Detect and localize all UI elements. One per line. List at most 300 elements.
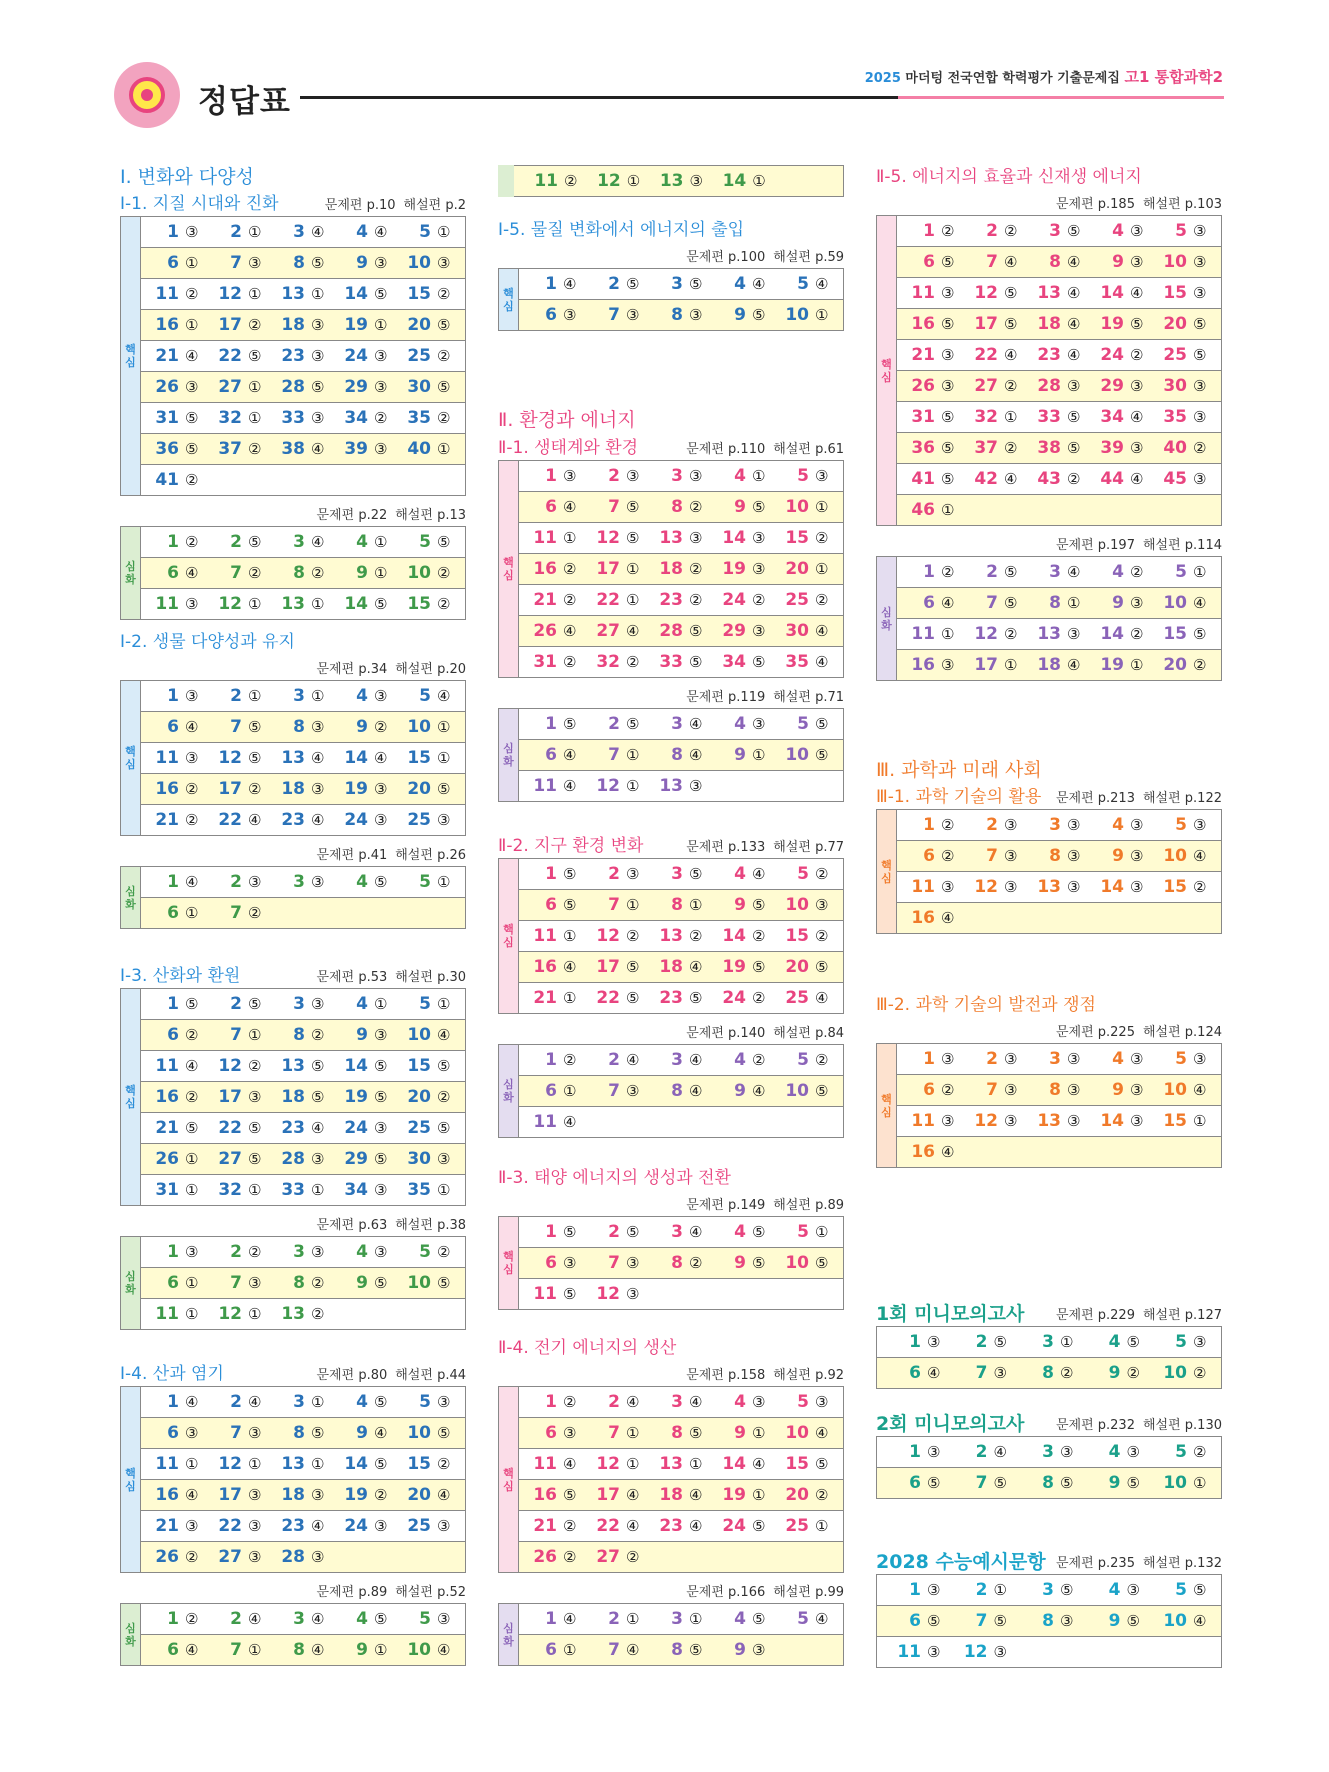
answer-cell — [722, 988, 768, 1008]
question-number: 14 — [344, 284, 368, 304]
question-number: 16 — [155, 1087, 179, 1107]
question-number: 10 — [407, 1273, 431, 1293]
answer-cell — [281, 1056, 327, 1076]
answer-cell — [281, 532, 327, 552]
answer-choice: ⑤ — [815, 1082, 829, 1100]
answer-cell — [533, 305, 579, 325]
question-number: 33 — [281, 1180, 305, 1200]
answer-cell — [1163, 846, 1209, 866]
table-row — [121, 743, 466, 774]
answer-cell — [974, 1111, 1020, 1131]
answer-choice: ④ — [626, 622, 640, 640]
answer-row-inner — [155, 712, 453, 742]
answer-choice: ③ — [185, 223, 199, 241]
answer-row-inner — [533, 859, 831, 889]
answer-choice: ② — [248, 904, 262, 922]
answer-choice: ① — [248, 409, 262, 427]
question-number: 10 — [785, 497, 809, 517]
answer-choice: ⑤ — [437, 1274, 451, 1292]
answer-choice: ③ — [248, 1424, 262, 1442]
answer-cell — [407, 563, 453, 583]
table-row — [877, 872, 1222, 903]
answer-choice: ③ — [1067, 377, 1081, 395]
answer-row — [897, 247, 1222, 278]
question-number: 6 — [167, 563, 179, 583]
answer-cell — [155, 1423, 201, 1443]
answer-cell — [785, 957, 831, 977]
answer-choice: ① — [311, 1181, 325, 1199]
answer-cell — [281, 748, 327, 768]
answer-cell — [533, 1112, 579, 1132]
answer-row — [897, 588, 1222, 619]
answer-cell — [596, 988, 642, 1008]
answer-choice: ④ — [374, 223, 388, 241]
table-row — [877, 841, 1222, 872]
table-row — [121, 867, 466, 898]
answer-row-inner — [533, 616, 831, 646]
answer-choice: ⑤ — [689, 622, 703, 640]
question-number: 32 — [218, 408, 242, 428]
table-row — [121, 403, 466, 434]
question-number: 8 — [671, 1423, 683, 1443]
table-row — [499, 1387, 844, 1418]
question-number: 15 — [1163, 624, 1187, 644]
answer-choice: ③ — [374, 1243, 388, 1261]
answer-row — [141, 774, 466, 805]
question-number: 19 — [722, 559, 746, 579]
answer-choice: ⑤ — [689, 1424, 703, 1442]
answer-choice: ③ — [1067, 1081, 1081, 1099]
question-number: 1 — [923, 221, 935, 241]
answer-cell — [722, 745, 768, 765]
table-row — [877, 1606, 1222, 1637]
answer-choice: ① — [311, 1393, 325, 1411]
answer-cell — [1100, 877, 1146, 897]
question-number: 5 — [1175, 1332, 1187, 1352]
answer-choice: ② — [689, 927, 703, 945]
question-number: 3 — [1049, 562, 1061, 582]
question-number: 7 — [986, 846, 998, 866]
question-number: 34 — [344, 1180, 368, 1200]
answer-cell — [596, 1253, 642, 1273]
question-number: 1 — [167, 686, 179, 706]
answer-row-inner — [155, 341, 453, 371]
deep-tag — [121, 1604, 141, 1666]
answer-choice: ⑤ — [941, 439, 955, 457]
answer-choice: ③ — [248, 873, 262, 891]
problem-page-label: 문제편 — [1055, 791, 1098, 806]
answer-choice: ⑤ — [437, 780, 451, 798]
question-number: 5 — [797, 1222, 809, 1242]
answer-cell — [218, 1273, 264, 1293]
answer-row-inner — [155, 743, 453, 773]
answer-cell — [974, 562, 1020, 582]
question-number: 13 — [659, 776, 683, 796]
answer-choice: ② — [1060, 1364, 1074, 1382]
question-number: 33 — [281, 408, 305, 428]
question-number: 15 — [1163, 1111, 1187, 1131]
answer-choice: ② — [563, 1393, 577, 1411]
tag-label: 핵 심 — [503, 286, 514, 313]
question-number: 2 — [230, 872, 242, 892]
answer-cell — [722, 957, 768, 977]
answer-row — [141, 898, 466, 929]
answer-row — [877, 1327, 1222, 1358]
answer-row — [141, 465, 466, 496]
question-number: 30 — [407, 1149, 431, 1169]
answer-cell — [1037, 438, 1083, 458]
answer-cell — [722, 559, 768, 579]
answer-cell — [155, 1242, 201, 1262]
answer-cell — [407, 1025, 453, 1045]
answer-cell — [659, 895, 705, 915]
answer-choice: ④ — [563, 746, 577, 764]
answer-choice: ④ — [689, 958, 703, 976]
tag-label: 핵 심 — [881, 357, 892, 384]
answer-choice: ⑤ — [689, 653, 703, 671]
answer-choice: ② — [815, 1051, 829, 1069]
answer-row-inner — [155, 774, 453, 804]
question-number: 12 — [218, 1454, 242, 1474]
question-number: 17 — [974, 655, 998, 675]
answer-cell — [533, 274, 579, 294]
question-number: 5 — [797, 1050, 809, 1070]
question-number: 12 — [596, 1284, 620, 1304]
table-row — [499, 1418, 844, 1449]
problem-page: p.53 — [358, 970, 388, 985]
table-row — [877, 557, 1222, 588]
answer-choice: ② — [626, 1548, 640, 1566]
answer-choice: ③ — [1193, 470, 1207, 488]
answer-row-inner — [533, 952, 831, 982]
answer-choice: ④ — [689, 1486, 703, 1504]
page-title: 정답표 — [198, 84, 291, 120]
answer-choice: ② — [1004, 222, 1018, 240]
answer-choice: ④ — [563, 1113, 577, 1131]
answer-cell — [897, 1642, 943, 1662]
answer-choice: ② — [1004, 377, 1018, 395]
question-number: 3 — [293, 686, 305, 706]
answer-choice: ③ — [815, 896, 829, 914]
answer-cell — [785, 528, 831, 548]
question-number: 3 — [293, 1242, 305, 1262]
question-number: 4 — [734, 1050, 746, 1070]
answer-cell — [1037, 407, 1083, 427]
answer-cell — [1100, 593, 1146, 613]
question-number: 14 — [722, 171, 747, 191]
answer-choice: ② — [689, 591, 703, 609]
answer-row — [141, 1113, 466, 1144]
question-number: 8 — [293, 253, 305, 273]
question-number: 23 — [281, 1516, 305, 1536]
answer-choice: ③ — [248, 1486, 262, 1504]
question-number: 2 — [986, 562, 998, 582]
answer-choice: ① — [185, 904, 199, 922]
answer-cell — [218, 1547, 264, 1567]
answer-choice: ④ — [626, 1641, 640, 1659]
answer-row — [877, 1606, 1222, 1637]
answer-cell — [659, 776, 705, 796]
answer-cell — [281, 1640, 327, 1660]
answer-cell — [281, 222, 327, 242]
question-number: 3 — [671, 1050, 683, 1070]
answer-choice: ① — [374, 533, 388, 551]
question-number: 3 — [293, 532, 305, 552]
question-number: 19 — [344, 1485, 368, 1505]
question-number: 12 — [597, 171, 621, 191]
answer-cell — [344, 748, 390, 768]
answer-cell — [155, 686, 201, 706]
answer-choice: ⑤ — [752, 653, 766, 671]
question-number: 6 — [167, 717, 179, 737]
question-number: 1 — [545, 274, 557, 294]
question-number: 12 — [596, 1454, 620, 1474]
answer-row — [141, 1387, 466, 1418]
question-number: 20 — [1163, 655, 1187, 675]
question-number: 11 — [155, 1056, 179, 1076]
question-number: 17 — [596, 559, 620, 579]
answer-cell — [722, 1423, 768, 1443]
tag-label: 심 화 — [503, 1078, 514, 1104]
answer-row — [519, 1418, 844, 1449]
question-number: 1 — [167, 1242, 179, 1262]
answer-cell — [407, 1056, 453, 1076]
answer-cell — [659, 1253, 705, 1273]
answer-cell — [596, 864, 642, 884]
problem-page: p.22 — [358, 508, 388, 523]
question-number: 19 — [722, 1485, 746, 1505]
question-number: 32 — [218, 1180, 242, 1200]
answer-cell — [281, 810, 327, 830]
section-title: Ⅰ-1. 지질 시대와 진화 — [120, 194, 279, 214]
answer-choice: ① — [563, 1082, 577, 1100]
answer-choice: ② — [752, 591, 766, 609]
answer-cell — [344, 1118, 390, 1138]
question-number: 34 — [344, 408, 368, 428]
answer-cell — [659, 559, 705, 579]
answer-cell — [974, 345, 1020, 365]
section-heading — [120, 964, 466, 988]
answer-row-inner — [155, 1449, 453, 1479]
answer-choice: ④ — [248, 1393, 262, 1411]
question-number: 4 — [734, 466, 746, 486]
answer-cell — [785, 1050, 831, 1070]
answer-cell — [407, 377, 453, 397]
answer-row-inner — [897, 1575, 1209, 1605]
answer-choice: ④ — [563, 777, 577, 795]
question-number: 12 — [218, 1056, 242, 1076]
answer-row-inner — [911, 588, 1209, 618]
question-number: 11 — [155, 1304, 179, 1324]
answer-cell — [344, 1516, 390, 1536]
answer-choice: ④ — [941, 1143, 955, 1161]
answer-cell — [722, 1454, 768, 1474]
answer-cell — [155, 1118, 201, 1138]
answer-row-inner — [911, 1137, 1209, 1167]
answer-choice: ① — [185, 1150, 199, 1168]
table-row — [877, 903, 1222, 934]
answer-cell — [407, 1180, 453, 1200]
table-row — [877, 216, 1222, 247]
answer-choice: ② — [185, 285, 199, 303]
question-number: 37 — [974, 438, 998, 458]
answer-choice: ② — [815, 927, 829, 945]
answer-choice: ① — [1193, 1474, 1207, 1492]
answer-choice: ③ — [248, 1088, 262, 1106]
answer-cell — [911, 376, 957, 396]
answer-row — [519, 1387, 844, 1418]
answer-choice: ③ — [374, 687, 388, 705]
answer-choice: ③ — [1130, 253, 1144, 271]
answer-cell — [281, 1273, 327, 1293]
question-number: 4 — [1112, 562, 1124, 582]
answer-choice: ⑤ — [626, 275, 640, 293]
answer-cell — [344, 346, 390, 366]
book-name: 마더텅 전국연합 학력평가 기출문제집 — [905, 71, 1120, 86]
answer-choice: ③ — [689, 172, 703, 190]
problem-page-label: 문제편 — [1055, 1025, 1098, 1040]
answer-choice: ⑤ — [689, 865, 703, 883]
answer-choice: ③ — [311, 1548, 325, 1566]
answer-choice: ② — [311, 1305, 325, 1323]
answer-cell — [344, 315, 390, 335]
answer-cell — [344, 1180, 390, 1200]
answer-row — [519, 921, 844, 952]
answer-choice: ⑤ — [1130, 315, 1144, 333]
answer-cell — [155, 1025, 201, 1045]
answer-cell — [407, 1149, 453, 1169]
answer-cell — [1037, 815, 1083, 835]
answer-row-inner — [911, 247, 1209, 277]
answer-cell — [785, 590, 831, 610]
answer-choice: ④ — [185, 347, 199, 365]
question-number: 13 — [281, 1056, 305, 1076]
answer-choice: ③ — [752, 560, 766, 578]
answer-cell — [218, 439, 264, 459]
answer-cell — [533, 559, 579, 579]
solution-page-label: 해설편 — [395, 1218, 438, 1233]
answer-choice: ④ — [1004, 253, 1018, 271]
question-number: 3 — [671, 714, 683, 734]
answer-row — [141, 1604, 466, 1635]
problem-page: p.166 — [728, 1585, 766, 1600]
part-heading: Ⅲ. 과학과 미래 사회 — [876, 759, 1042, 781]
answer-cell — [344, 1485, 390, 1505]
answer-table — [498, 460, 844, 678]
answer-choice: ① — [752, 1486, 766, 1504]
answer-choice: ③ — [927, 1581, 941, 1599]
answer-cell — [155, 1304, 201, 1324]
question-number: 10 — [1163, 1080, 1187, 1100]
answer-cell — [407, 1273, 453, 1293]
question-number: 1 — [167, 1392, 179, 1412]
question-number: 35 — [785, 652, 809, 672]
answer-choice: ⑤ — [437, 1057, 451, 1075]
answer-cell — [533, 1423, 579, 1443]
question-number: 22 — [218, 346, 242, 366]
answer-choice: ⑤ — [626, 958, 640, 976]
answer-choice: ② — [941, 847, 955, 865]
answer-cell — [1030, 1473, 1076, 1493]
answer-choice: ⑤ — [1004, 563, 1018, 581]
section-heading — [120, 1362, 466, 1386]
question-number: 39 — [344, 439, 368, 459]
table-row — [877, 371, 1222, 402]
answer-row — [897, 309, 1222, 340]
question-number: 11 — [533, 926, 557, 946]
answer-row-inner — [911, 903, 1209, 933]
question-number: 22 — [596, 590, 620, 610]
tag-label: 핵 심 — [503, 923, 514, 949]
question-number: 17 — [218, 1485, 242, 1505]
page-ref — [317, 662, 467, 678]
question-number: 24 — [344, 810, 368, 830]
answer-cell — [911, 345, 957, 365]
table-row — [121, 1082, 466, 1113]
question-number: 10 — [785, 1081, 809, 1101]
answer-row-inner — [533, 1279, 831, 1309]
answer-cell — [344, 1609, 390, 1629]
question-number: 7 — [608, 1640, 620, 1660]
question-number: 9 — [734, 1253, 746, 1273]
answer-choice: ① — [626, 560, 640, 578]
answer-cell — [1037, 469, 1083, 489]
answer-choice: ④ — [752, 275, 766, 293]
answer-choice: ② — [689, 1254, 703, 1272]
question-number: 13 — [659, 171, 684, 191]
question-number: 24 — [722, 988, 746, 1008]
answer-cell — [281, 779, 327, 799]
answer-choice: ④ — [993, 1443, 1007, 1461]
question-number: 2 — [975, 1332, 988, 1352]
question-number: 8 — [1042, 1473, 1054, 1493]
question-number: 6 — [923, 593, 935, 613]
answer-choice: ⑤ — [374, 1610, 388, 1628]
table-row — [121, 558, 466, 589]
answer-choice: ⑤ — [185, 1119, 199, 1137]
answer-choice: ④ — [689, 1223, 703, 1241]
question-number: 40 — [407, 439, 431, 459]
question-number: 1 — [909, 1442, 921, 1462]
question-number: 10 — [407, 1640, 431, 1660]
question-number: 5 — [419, 872, 431, 892]
answer-choice: ⑤ — [752, 896, 766, 914]
core-tag — [499, 859, 519, 1014]
table-row — [877, 1137, 1222, 1168]
answer-choice: ④ — [626, 1051, 640, 1069]
answer-cell — [722, 1392, 768, 1412]
answer-row-inner — [155, 1237, 453, 1267]
answer-choice: ④ — [248, 1610, 262, 1628]
answer-cell — [911, 1111, 957, 1131]
problem-page: p.110 — [728, 442, 766, 457]
answer-row — [897, 1137, 1222, 1168]
question-number: 21 — [533, 1516, 557, 1536]
solution-page: p.77 — [815, 840, 844, 855]
question-number: 8 — [293, 1423, 305, 1443]
question-number: 27 — [218, 1149, 242, 1169]
answer-choice: ③ — [941, 346, 955, 364]
answer-cell — [155, 408, 201, 428]
question-number: 4 — [356, 994, 368, 1014]
question-number: 4 — [734, 1609, 746, 1629]
table-row — [121, 1268, 466, 1299]
answer-choice: ① — [752, 1424, 766, 1442]
problem-page-label: 문제편 — [1055, 1556, 1098, 1571]
answer-choice: ② — [374, 409, 388, 427]
answer-cell — [407, 1485, 453, 1505]
answer-choice: ① — [815, 498, 829, 516]
